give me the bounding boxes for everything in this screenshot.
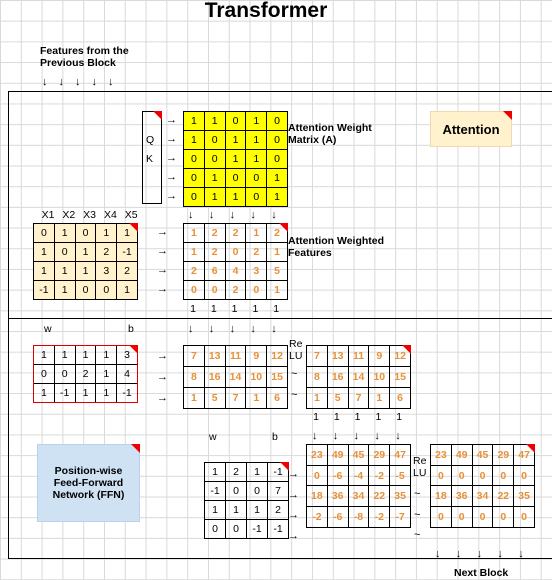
output-down-arrow: ↓ xyxy=(455,548,462,560)
h2-relu-matrix-cell: 34 xyxy=(472,485,494,507)
w2-matrix-cell: 1 xyxy=(246,500,268,520)
x-matrix-cell: 1 xyxy=(54,280,76,300)
h1-matrix-cell: 14 xyxy=(225,366,247,388)
h1-relu-matrix-cell: 7 xyxy=(348,387,370,409)
x-matrix-cell: 0 xyxy=(54,242,76,262)
h1-down-arrow: ↓ xyxy=(250,323,256,335)
x-header-1: X1 xyxy=(41,209,55,221)
h2-relu-matrix-cell: 35 xyxy=(513,485,535,507)
h1-relu-matrix-cell: 16 xyxy=(327,366,349,388)
x-row-arrow: → xyxy=(157,226,168,238)
attention-matrix-cell: 0 xyxy=(245,187,267,207)
h2-matrix-cell: -6 xyxy=(327,506,349,528)
weighted-matrix-cell: 1 xyxy=(266,280,288,300)
relu2-tilde: ~ xyxy=(414,508,421,521)
w2-matrix-cell: 1 xyxy=(204,500,226,520)
output-down-arrow: ↓ xyxy=(476,548,483,560)
b1-label: b xyxy=(128,323,134,335)
x-row-arrow: → xyxy=(157,283,168,295)
qk-row-arrow: → xyxy=(166,133,177,145)
w1-matrix-cell: 0 xyxy=(33,364,55,384)
h2-down-arrow: ↓ xyxy=(374,430,380,442)
h1-matrix-cell: 13 xyxy=(204,345,226,367)
weighted-matrix-cell: 0 xyxy=(225,242,247,262)
w1-matrix-cell: 1 xyxy=(75,383,97,403)
h1-matrix-cell: 7 xyxy=(183,345,205,367)
h1-matrix-cell: 11 xyxy=(225,345,247,367)
weighted-matrix-cell: 1 xyxy=(245,223,267,243)
h2-relu-matrix-cell: 0 xyxy=(472,506,494,528)
weighted-matrix-cell: 2 xyxy=(204,223,226,243)
h1-matrix-cell: 1 xyxy=(245,387,267,409)
weighted-down-arrow: ↓ xyxy=(229,209,236,221)
w1-label: w xyxy=(44,323,52,335)
h2-matrix-cell: -4 xyxy=(348,465,370,487)
weighted-matrix-cell: 5 xyxy=(266,261,288,281)
attention-matrix-cell: 0 xyxy=(183,187,205,207)
weighted-matrix-cell: 2 xyxy=(204,242,226,262)
attn-weight-label: Attention Weight Matrix (A) xyxy=(288,122,372,146)
bias-two: 1 xyxy=(375,411,382,423)
h2-relu-matrix-cell: 0 xyxy=(451,506,473,528)
w1-row-arrow: → xyxy=(157,350,168,362)
weighted-matrix-cell: 2 xyxy=(266,223,288,243)
attention-matrix-cell: 1 xyxy=(266,168,288,188)
w1-matrix-cell: 1 xyxy=(33,383,55,403)
w2-row-arrow: → xyxy=(288,509,299,521)
w2-matrix-cell: 0 xyxy=(225,481,247,501)
x-matrix-cell: 0 xyxy=(75,223,97,243)
weighted-matrix-cell: 2 xyxy=(225,223,247,243)
attention-matrix-cell: 1 xyxy=(225,130,247,150)
x-matrix-cell: 0 xyxy=(33,223,55,243)
attention-matrix-cell: 1 xyxy=(204,168,226,188)
w2-matrix-cell: 0 xyxy=(225,519,247,539)
h1-relu-matrix-cell: 1 xyxy=(306,387,328,409)
w2-matrix-cell: 2 xyxy=(267,500,289,520)
w1-row-arrow: → xyxy=(157,392,168,404)
w1-matrix-cell: 1 xyxy=(54,345,76,365)
h1-down-arrow: ↓ xyxy=(271,323,277,335)
w2-row-arrow: → xyxy=(288,529,299,542)
h2-matrix-cell: -8 xyxy=(348,506,370,528)
h2-matrix-cell: 29 xyxy=(368,444,390,466)
h2-matrix-cell: 45 xyxy=(348,444,370,466)
h2-matrix-cell: -5 xyxy=(389,465,411,487)
h2-matrix-cell: -2 xyxy=(368,465,390,487)
weighted-matrix-cell: 1 xyxy=(183,223,205,243)
h2-relu-matrix-cell: 47 xyxy=(513,444,535,466)
attention-matrix-cell: 0 xyxy=(204,149,226,169)
h2-down-arrow: ↓ xyxy=(312,430,318,442)
bias-two: 1 xyxy=(313,411,319,423)
h1-relu-matrix-cell: 15 xyxy=(389,366,411,388)
w2-matrix-cell: 1 xyxy=(225,500,247,520)
h1-matrix-cell: 6 xyxy=(266,387,288,409)
h1-matrix-cell: 1 xyxy=(183,387,205,409)
weighted-down-arrow: ↓ xyxy=(188,209,194,221)
h2-relu-matrix-cell: 0 xyxy=(492,465,514,487)
attention-matrix-cell: 1 xyxy=(204,187,226,207)
x-matrix-cell: 0 xyxy=(75,280,97,300)
attention-matrix-cell: 1 xyxy=(225,187,247,207)
h2-down-arrow: ↓ xyxy=(353,430,360,442)
weighted-matrix-cell: 1 xyxy=(266,242,288,262)
h2-relu-matrix-cell: 0 xyxy=(430,465,452,487)
w2-matrix-cell: -1 xyxy=(246,519,268,539)
h1-relu-matrix-cell: 10 xyxy=(368,366,390,388)
bias-two: 1 xyxy=(396,411,403,423)
w2-row-arrow: → xyxy=(288,488,299,501)
bias-two: 1 xyxy=(333,411,340,423)
x-matrix-cell: 1 xyxy=(54,261,76,281)
k-label: K xyxy=(146,153,154,165)
weighted-matrix-cell: 0 xyxy=(204,280,226,300)
w1-matrix-cell: -1 xyxy=(54,383,76,403)
x-header-3: X3 xyxy=(83,209,97,221)
attn-weighted-label: Attention Weighted Features xyxy=(288,235,385,259)
h1-matrix-cell: 10 xyxy=(245,366,267,388)
h1-matrix-cell: 8 xyxy=(183,366,205,388)
h2-matrix-cell: 49 xyxy=(327,444,349,466)
w2-matrix-cell: 0 xyxy=(246,481,268,501)
attention-badge[interactable]: Attention xyxy=(430,111,512,147)
weighted-matrix-cell: 1 xyxy=(183,242,205,262)
h2-down-arrow: ↓ xyxy=(332,430,339,442)
w2-label: w xyxy=(209,431,217,443)
output-down-arrow: ↓ xyxy=(435,548,441,560)
attention-matrix-cell: 0 xyxy=(266,111,288,131)
x-header-4: X4 xyxy=(103,209,117,221)
input-arrows: ↓↓↓↓↓ xyxy=(42,76,125,88)
weighted-matrix-cell: 0 xyxy=(183,280,205,300)
x-row-arrow: → xyxy=(157,264,168,276)
h2-matrix-cell: -2 xyxy=(306,506,328,528)
bias-two: 1 xyxy=(354,411,361,423)
w1-matrix-cell: 0 xyxy=(54,364,76,384)
w1-matrix-cell: 1 xyxy=(33,345,55,365)
attention-matrix-cell: 1 xyxy=(204,111,226,131)
attention-matrix-cell: 0 xyxy=(183,149,205,169)
bias-one: 1 xyxy=(252,303,259,315)
h1-matrix-cell: 15 xyxy=(266,366,288,388)
h2-relu-matrix-cell: 0 xyxy=(492,506,514,528)
x-matrix-cell: 1 xyxy=(54,223,76,243)
w2-matrix-cell: 1 xyxy=(246,462,268,482)
bias-one: 1 xyxy=(273,303,280,315)
w2-matrix-cell: 0 xyxy=(204,519,226,539)
w2-matrix-cell: -1 xyxy=(267,462,289,482)
h1-down-arrow: ↓ xyxy=(229,323,236,335)
h2-matrix-cell: 47 xyxy=(389,444,411,466)
weighted-down-arrow: ↓ xyxy=(250,209,256,221)
h1-matrix-cell: 9 xyxy=(245,345,267,367)
ffn-badge[interactable]: Position-wise Feed-Forward Network (FFN) xyxy=(37,444,140,522)
bias-one: 1 xyxy=(190,303,196,315)
qk-row-arrow: → xyxy=(166,152,177,164)
x-matrix-cell: -1 xyxy=(33,280,55,300)
x-matrix-cell: 1 xyxy=(95,223,117,243)
w2-matrix-cell: 2 xyxy=(225,462,247,482)
h1-matrix-cell: 5 xyxy=(204,387,226,409)
h1-down-arrow: ↓ xyxy=(188,323,194,335)
x-matrix-cell: 2 xyxy=(116,261,138,281)
qk-row-arrow: → xyxy=(166,190,177,202)
h2-relu-matrix-cell: 0 xyxy=(430,506,452,528)
x-matrix-cell: -1 xyxy=(116,242,138,262)
weighted-matrix-cell: 2 xyxy=(245,242,267,262)
attention-matrix-cell: 0 xyxy=(183,168,205,188)
h2-relu-matrix-cell: 18 xyxy=(430,485,452,507)
attention-matrix-cell: 0 xyxy=(204,130,226,150)
w2-row-arrow: → xyxy=(288,468,299,480)
x-header-2: X2 xyxy=(62,209,76,221)
h2-matrix-cell: -2 xyxy=(368,506,390,528)
w1-matrix-cell: 1 xyxy=(95,383,117,403)
h2-matrix-cell: 22 xyxy=(368,485,390,507)
h2-relu-matrix-cell: 23 xyxy=(430,444,452,466)
h2-matrix-cell: 36 xyxy=(327,485,349,507)
h2-matrix-cell: 18 xyxy=(306,485,328,507)
weighted-matrix-cell: 4 xyxy=(225,261,247,281)
attention-matrix-cell: 0 xyxy=(225,111,247,131)
h1-relu-matrix-cell: 11 xyxy=(348,345,370,367)
w2-matrix-cell: 7 xyxy=(267,481,289,501)
output-down-arrow: ↓ xyxy=(497,548,503,560)
h2-relu-matrix-cell: 22 xyxy=(492,485,514,507)
weighted-matrix-cell: 2 xyxy=(225,280,247,300)
weighted-matrix-cell: 6 xyxy=(204,261,226,281)
x-matrix-cell: 1 xyxy=(33,261,55,281)
h2-relu-matrix-cell: 0 xyxy=(472,465,494,487)
h1-matrix-cell: 7 xyxy=(225,387,247,409)
x-matrix-cell: 1 xyxy=(33,242,55,262)
h2-relu-matrix-cell: 45 xyxy=(472,444,494,466)
h2-matrix-cell: 34 xyxy=(348,485,370,507)
x-matrix-cell: 1 xyxy=(116,280,138,300)
w2-matrix-cell: 1 xyxy=(204,462,226,482)
relu1-tilde: ~ xyxy=(291,389,298,401)
w1-matrix-cell: -1 xyxy=(116,383,138,403)
h2-matrix-cell: 35 xyxy=(389,485,411,507)
h1-relu-matrix-cell: 5 xyxy=(327,387,349,409)
next-block-label: Next Block xyxy=(454,567,509,579)
attention-matrix-cell: 0 xyxy=(225,168,247,188)
w1-matrix-cell: 2 xyxy=(75,364,97,384)
w2-matrix-cell: -1 xyxy=(267,519,289,539)
weighted-matrix-cell: 0 xyxy=(245,280,267,300)
attention-matrix-cell: 1 xyxy=(245,130,267,150)
qk-row-arrow: → xyxy=(166,171,177,183)
x-matrix-cell: 1 xyxy=(75,242,97,262)
block-separator xyxy=(8,318,552,319)
h2-down-arrow: ↓ xyxy=(395,430,401,442)
x-header-5: X5 xyxy=(124,209,138,221)
attention-matrix-cell: 1 xyxy=(183,111,205,131)
attention-matrix-cell: 0 xyxy=(266,130,288,150)
weighted-down-arrow: ↓ xyxy=(208,209,215,221)
attention-matrix-cell: 1 xyxy=(225,149,247,169)
x-matrix-cell: 1 xyxy=(75,261,97,281)
w1-row-arrow: → xyxy=(157,371,168,383)
h2-relu-matrix-cell: 49 xyxy=(451,444,473,466)
x-matrix-cell: 0 xyxy=(95,280,117,300)
relu2-tilde: ~ xyxy=(414,488,421,500)
page-title: Transformer xyxy=(204,0,328,22)
h1-relu-matrix-cell: 8 xyxy=(306,366,328,388)
q-label: Q xyxy=(146,134,155,146)
h2-relu-matrix-cell: 36 xyxy=(451,485,473,507)
attention-matrix-cell: 1 xyxy=(183,130,205,150)
h2-matrix-cell: -6 xyxy=(327,465,349,487)
h1-relu-matrix-cell: 12 xyxy=(389,345,411,367)
b2-label: b xyxy=(272,431,278,443)
h2-matrix-cell: -7 xyxy=(389,506,411,528)
w1-matrix-cell: 4 xyxy=(116,364,138,384)
h2-relu-matrix-cell: 29 xyxy=(492,444,514,466)
x-matrix-cell: 1 xyxy=(116,223,138,243)
x-row-arrow: → xyxy=(157,245,168,257)
h1-relu-matrix-cell: 13 xyxy=(327,345,349,367)
h2-matrix-cell: 23 xyxy=(306,444,328,466)
attention-matrix-cell: 0 xyxy=(245,168,267,188)
attention-matrix-cell: 1 xyxy=(245,111,267,131)
w1-matrix-cell: 1 xyxy=(75,345,97,365)
output-down-arrow: ↓ xyxy=(518,548,524,560)
relu1-tilde: ~ xyxy=(291,368,298,380)
relu1-label: Re LU xyxy=(289,338,303,362)
weighted-matrix-cell: 2 xyxy=(183,261,205,281)
w1-matrix-cell: 1 xyxy=(95,364,117,384)
h1-matrix-cell: 16 xyxy=(204,366,226,388)
h1-matrix-cell: 12 xyxy=(266,345,288,367)
h2-relu-matrix-cell: 0 xyxy=(451,465,473,487)
weighted-matrix-cell: 3 xyxy=(245,261,267,281)
attention-matrix-cell: 1 xyxy=(266,187,288,207)
w2-matrix-cell: -1 xyxy=(204,481,226,501)
bias-one: 1 xyxy=(210,303,217,315)
attention-matrix-cell: 0 xyxy=(266,149,288,169)
qk-row-arrow: → xyxy=(166,114,177,126)
relu2-label: Re LU xyxy=(413,455,427,479)
h1-relu-matrix-cell: 1 xyxy=(368,387,390,409)
relu2-tilde: ~ xyxy=(414,529,421,542)
h2-relu-matrix-cell: 0 xyxy=(513,465,535,487)
bias-one: 1 xyxy=(231,303,238,315)
h2-relu-matrix-cell: 0 xyxy=(513,506,535,528)
x-matrix-cell: 3 xyxy=(95,261,117,281)
x-matrix-cell: 2 xyxy=(95,242,117,262)
h2-matrix-cell: 0 xyxy=(306,465,328,487)
weighted-down-arrow: ↓ xyxy=(271,209,277,221)
features-label: Features from the Previous Block xyxy=(40,45,129,69)
h1-relu-matrix-cell: 14 xyxy=(348,366,370,388)
h1-down-arrow: ↓ xyxy=(208,323,215,335)
h1-relu-matrix-cell: 9 xyxy=(368,345,390,367)
w1-matrix-cell: 3 xyxy=(116,345,138,365)
attention-matrix-cell: 1 xyxy=(245,149,267,169)
h1-relu-matrix-cell: 7 xyxy=(306,345,328,367)
h1-relu-matrix-cell: 6 xyxy=(389,387,411,409)
w1-matrix-cell: 1 xyxy=(95,345,117,365)
